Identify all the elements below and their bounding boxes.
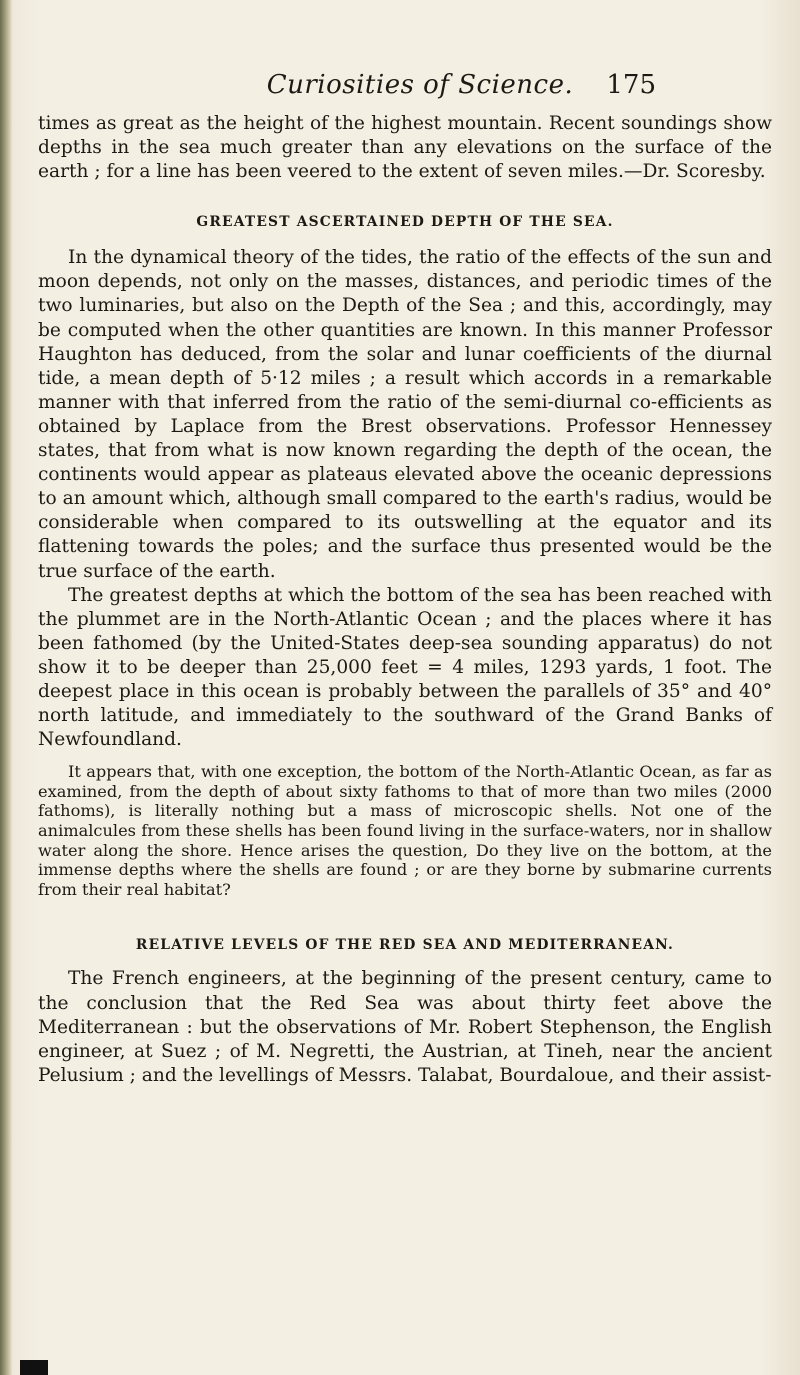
paragraph-shells: It appears that, with one exception, the bottom of the North-Atlantic Ocean, as far as examined, from the depth of about sixty fathoms to that of more than two miles (2000 fathoms), is literally nothing but a mass of microscopic shells. Not one of the animalcules from these shells has been found living in the surface-waters, nor in shallow water along the shore. Hence arises the question, Do they live on the bottom, at the immense depths where the shells are found ; or are they borne by submarine currents from their real habitat?: [38, 762, 772, 899]
page-number: 175: [606, 70, 656, 100]
paragraph-greatest-depths: The greatest depths at which the bottom of the sea has been reached with the plummet are in the North-Atlantic Ocean ; and the places where it has been fathomed (by the United-States deep-sea sounding apparatus) do not show it to be deeper than 25,000 feet = 4 miles, 1293 yards, 1 foot. The deepest place in this ocean is probably between the parallels of 35° and 40° north latitude, and immediately to the southward of the Grand Banks of Newfoundland.: [38, 584, 772, 751]
heading-greatest-depth: GREATEST ASCERTAINED DEPTH OF THE SEA.: [196, 214, 614, 231]
page-body: [38, 112, 772, 1088]
paragraph-depth-theory: In the dynamical theory of the tides, the ratio of the effects of the sun and moon depends, not only on the masses, distances, and periodic times of the two luminaries, but also on the Depth of the Sea ; and this, accordingly, may be computed when the other quantities are known. In this manner Professor Haughton has deduced, from the solar and lunar coefficients of the diurnal tide, a mean depth of 5·12 miles ; a result which accords in a remarkable manner with that inferred from the ratio of the semi-diurnal co-efficients as obtained by Laplace from the Brest observations. Professor Hennessey states, that from what is now known regarding the depth of the ocean, the continents would appear as plateaus elevated above the oceanic depressions to an amount which, although small compared to the earth's radius, would be considerable when compared to its outswelling at the equator and its flattening towards the poles; and the surface thus presented would be the true surface of the earth.: [38, 247, 772, 582]
paragraph-red-sea: The French engineers, at the beginning of the present century, came to the conclusion that the Red Sea was about thirty feet above the Mediterranean : but the observations of Mr. Robert Stephenson, the English engineer, at Suez ; of M. Negretti, the Austrian, at Tineh, near the ancient Pelusium ; and the levellings of Messrs. Talabat, Bourdaloue, and their assist-: [38, 968, 772, 1086]
binding-gutter: [0, 0, 12, 1375]
scan-mark: [20, 1360, 48, 1375]
running-title: Curiosities of Science.: [266, 70, 574, 100]
paragraph-intro: times as great as the height of the highest mountain. Recent soundings show depths in the sea much greater than any elevations on the surface of the earth ; for a line has been veered to the extent of seven miles.—Dr. Scoresby.: [38, 113, 772, 183]
heading-relative-levels: RELATIVE LEVELS OF THE RED SEA AND MEDITERRANEAN.: [135, 937, 675, 954]
